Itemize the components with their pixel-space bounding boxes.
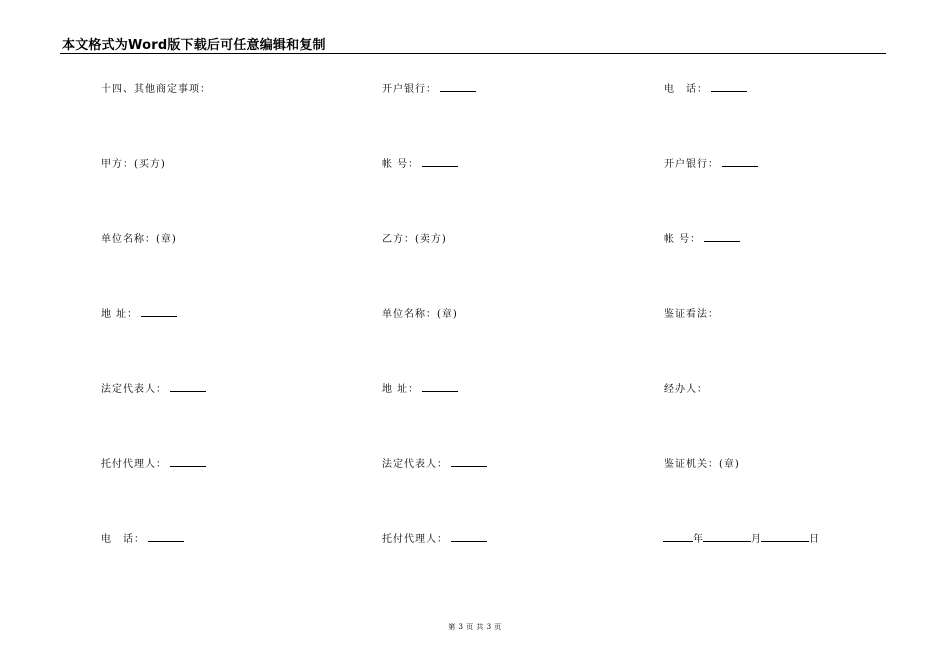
party-a-label: 甲方：(买方): [101, 159, 166, 170]
phone-field-col3: 电 话：: [664, 80, 747, 95]
unit-name-col1: 单位名称：(章): [101, 234, 177, 245]
legal-rep-col1: 法定代表人：: [101, 380, 206, 395]
document-header-title: 本文格式为Word版下载后可任意编辑和复制: [62, 38, 326, 53]
legal-rep-col2: 法定代表人：: [382, 455, 487, 470]
handler-label: 经办人：: [664, 384, 708, 395]
blank-line: [148, 540, 184, 542]
blank-line: [170, 390, 206, 392]
blank-line: [170, 465, 206, 467]
blank-line: [704, 240, 740, 242]
day-label: 日: [809, 534, 819, 545]
blank-line: [703, 540, 751, 542]
blank-line: [722, 165, 758, 167]
phone-field-col1: 电 话：: [101, 530, 184, 545]
blank-line: [141, 315, 177, 317]
verification-authority-label: 鉴证机关：(章): [664, 459, 740, 470]
bank-field-col3: 开户银行：: [664, 155, 758, 170]
page-number-footer: 第 3 页 共 3 页: [448, 623, 502, 631]
blank-line: [451, 540, 487, 542]
address-field-col1: 地 址：: [101, 305, 177, 320]
unit-name-col2: 单位名称：(章): [382, 309, 458, 320]
year-label: 年: [693, 534, 703, 545]
agent-col2: 托付代理人：: [382, 530, 487, 545]
agent-col1: 托付代理人：: [101, 455, 206, 470]
blank-line: [711, 90, 747, 92]
bank-field-col2: 开户银行：: [382, 80, 476, 95]
date-field: [663, 530, 819, 545]
account-field-col3: 帐 号：: [664, 230, 740, 245]
address-field-col2: 地 址：: [382, 380, 458, 395]
blank-line: [761, 540, 809, 542]
party-b-label: 乙方：(卖方): [382, 234, 447, 245]
blank-line: [422, 390, 458, 392]
other-matters-label: 十四、其他商定事项：: [101, 84, 211, 95]
blank-line: [440, 90, 476, 92]
blank-line: [451, 465, 487, 467]
blank-line: [422, 165, 458, 167]
blank-line: [663, 540, 693, 542]
account-field-col2: 帐 号：: [382, 155, 458, 170]
header-divider: [60, 53, 886, 54]
verification-opinion-label: 鉴证看法：: [664, 309, 719, 320]
month-label: 月: [751, 534, 761, 545]
